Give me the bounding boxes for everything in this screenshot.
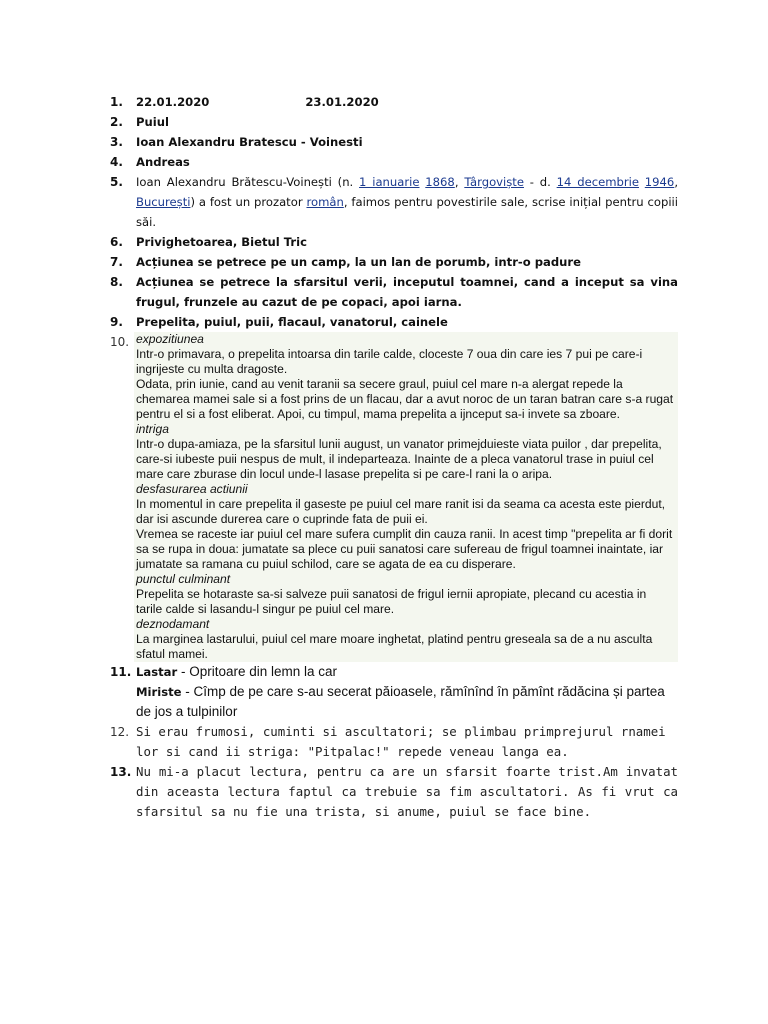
list-item — [110, 272, 678, 312]
paragraph: Odata, prin iunie, cand au venit taranii sa secere graul, puiul cel mare n-a alergat repede la chemarea mamei sale si a fost prins de un flacau, dar a avut noroc de un taran batran care s-a rugat pentru el si a fost eliberat. Apoi, cu timpul, mama prepelita a ijnceput sa-i invete sa zboare. — [136, 377, 674, 421]
item-number: 8. — [110, 275, 123, 289]
story-characters: Prepelita, puiul, puii, flacaul, vanatorul, cainele — [136, 315, 448, 329]
link-nationality[interactable]: român — [306, 195, 344, 209]
link-birth-date[interactable]: 1 ianuarie — [359, 175, 420, 189]
item-number: 9. — [110, 315, 123, 329]
list-item — [110, 312, 678, 332]
vocabulary-word: Miriste — [136, 685, 182, 699]
date-end: 23.01.2020 — [305, 95, 379, 109]
item-number: 2. — [110, 115, 123, 129]
link-birth-place[interactable]: Târgoviște — [464, 175, 524, 189]
list-item — [110, 132, 678, 152]
link-death-date[interactable]: 14 decembrie — [556, 175, 639, 189]
list-item — [110, 662, 678, 722]
section-heading: intriga — [136, 422, 169, 436]
item-number: 7. — [110, 255, 123, 269]
vocabulary-entry — [136, 662, 678, 682]
story-place: Acțiunea se petrece pe un camp, la un lan de porumb, intr-o padure — [136, 255, 581, 269]
list-item — [110, 722, 678, 762]
vocabulary-definition: - Cîmp de pe care s-au secerat păioasele, rămînînd în pămînt rădăcina și partea de jos a tulpinilor — [136, 684, 665, 719]
character-name: Andreas — [136, 155, 190, 169]
paragraph: Vremea se raceste iar puiul cel mare sufera cumplit din cauza ranii. In acest timp "prepelita ar fi dorit sa se rupa in doua: jumatate sa plece cu puii sanatosi care sufereau de frigul toamnei inaintate, iar jumatate sa ramana cu puiul schilod, care se agata de ea cu disperare. — [136, 527, 673, 571]
paragraph: Intr-o dupa-amiaza, pe la sfarsitul lunii august, un vanator primejduieste viata puilor , dar prepelita, care-si iubeste puii nespus de mult, il indeparteaza. Inainte de a pleca vanatorul trase in puiul cel mare care zburase din locul unde-l lasase prepelita si pe care-l rani la o aripa. — [136, 437, 662, 481]
vocabulary-definition: - Opritoare din lemn la car — [177, 664, 338, 679]
item-number: 11. — [110, 665, 132, 679]
list-item — [110, 152, 678, 172]
author-name: Ioan Alexandru Bratescu - Voinesti — [136, 135, 363, 149]
description-paragraph: Si erau frumosi, cuminti si ascultatori; se plimbau primprejurul rnamei lor si cand ii striga: "Pitpalac!" repede veneau langa ea. — [136, 724, 666, 759]
section-heading: expozitiunea — [136, 332, 204, 346]
story-title: Puiul — [136, 115, 169, 129]
item-number: 1. — [110, 95, 123, 109]
item-number: 10. — [110, 335, 130, 349]
section-heading: punctul culminant — [136, 572, 231, 586]
list-item — [110, 252, 678, 272]
date-start: 22.01.2020 — [136, 95, 210, 109]
section-heading: desfasurarea actiunii — [136, 482, 248, 496]
list-item — [110, 232, 678, 252]
list-item — [110, 172, 678, 232]
paragraph: Intr-o primavara, o prepelita intoarsa din tarile calde, cloceste 7 oua din care ies 7 pui pe care-i ingrijeste cu multa dragoste. — [136, 347, 643, 376]
paragraph: La marginea lastarului, puiul cel mare moare inghetat, platind pentru greseala sa de a nu asculta sfatul mamei. — [136, 632, 653, 661]
numbered-list — [110, 92, 678, 822]
list-item — [110, 92, 678, 112]
author-bio: Ioan Alexandru Brătescu-Voinești (n. 1 ianuarie 1868, Târgoviște - d. 14 decembrie 1946, București) a fost un prozator român, faimos pentru povestirile sale, scrise inițial pentru copiii săi. — [136, 175, 679, 229]
item-number: 3. — [110, 135, 123, 149]
link-death-place[interactable]: București — [136, 195, 191, 209]
paragraph: In momentul in care prepelita il gaseste pe puiul cel mare ranit isi da seama ca acesta este pierdut, dar isi ascunde durerea care o cuprinde fata de puii ei. — [136, 497, 666, 526]
plot-summary — [134, 332, 678, 662]
opinion-paragraph: Nu mi-a placut lectura, pentru ca are un sfarsit foarte trist.Am invatat din aceasta lectura faptul ca trebuie sa fim ascultatori. As fi vrut ca sfarsitul sa nu fie una trista, si anume, puiul se face bine. — [136, 764, 678, 819]
other-works: Privighetoarea, Bietul Tric — [136, 235, 307, 249]
item-number: 5. — [110, 175, 123, 189]
link-death-year[interactable]: 1946 — [644, 175, 675, 189]
item-number: 12. — [110, 725, 130, 739]
paragraph: Prepelita se hotaraste sa-si salveze puii sanatosi de frigul iernii apropiate, plecand cu acestia in tarile calde si lasandu-l singur pe puiul cel mare. — [136, 587, 647, 616]
list-item — [110, 112, 678, 132]
section-heading: deznodamant — [136, 617, 210, 631]
link-birth-year[interactable]: 1868 — [425, 175, 455, 189]
list-item — [110, 762, 678, 822]
vocabulary-word: Lastar — [136, 665, 178, 679]
item-number: 4. — [110, 155, 123, 169]
vocabulary — [136, 662, 678, 722]
item-number: 13. — [110, 765, 132, 779]
vocabulary-entry — [136, 682, 678, 722]
list-item — [110, 332, 678, 662]
story-time: Acțiunea se petrece la sfarsitul verii, inceputul toamnei, cand a inceput sa vina frugul, frunzele au cazut de pe copaci, apoi iarna. — [136, 275, 678, 309]
item-number: 6. — [110, 235, 123, 249]
